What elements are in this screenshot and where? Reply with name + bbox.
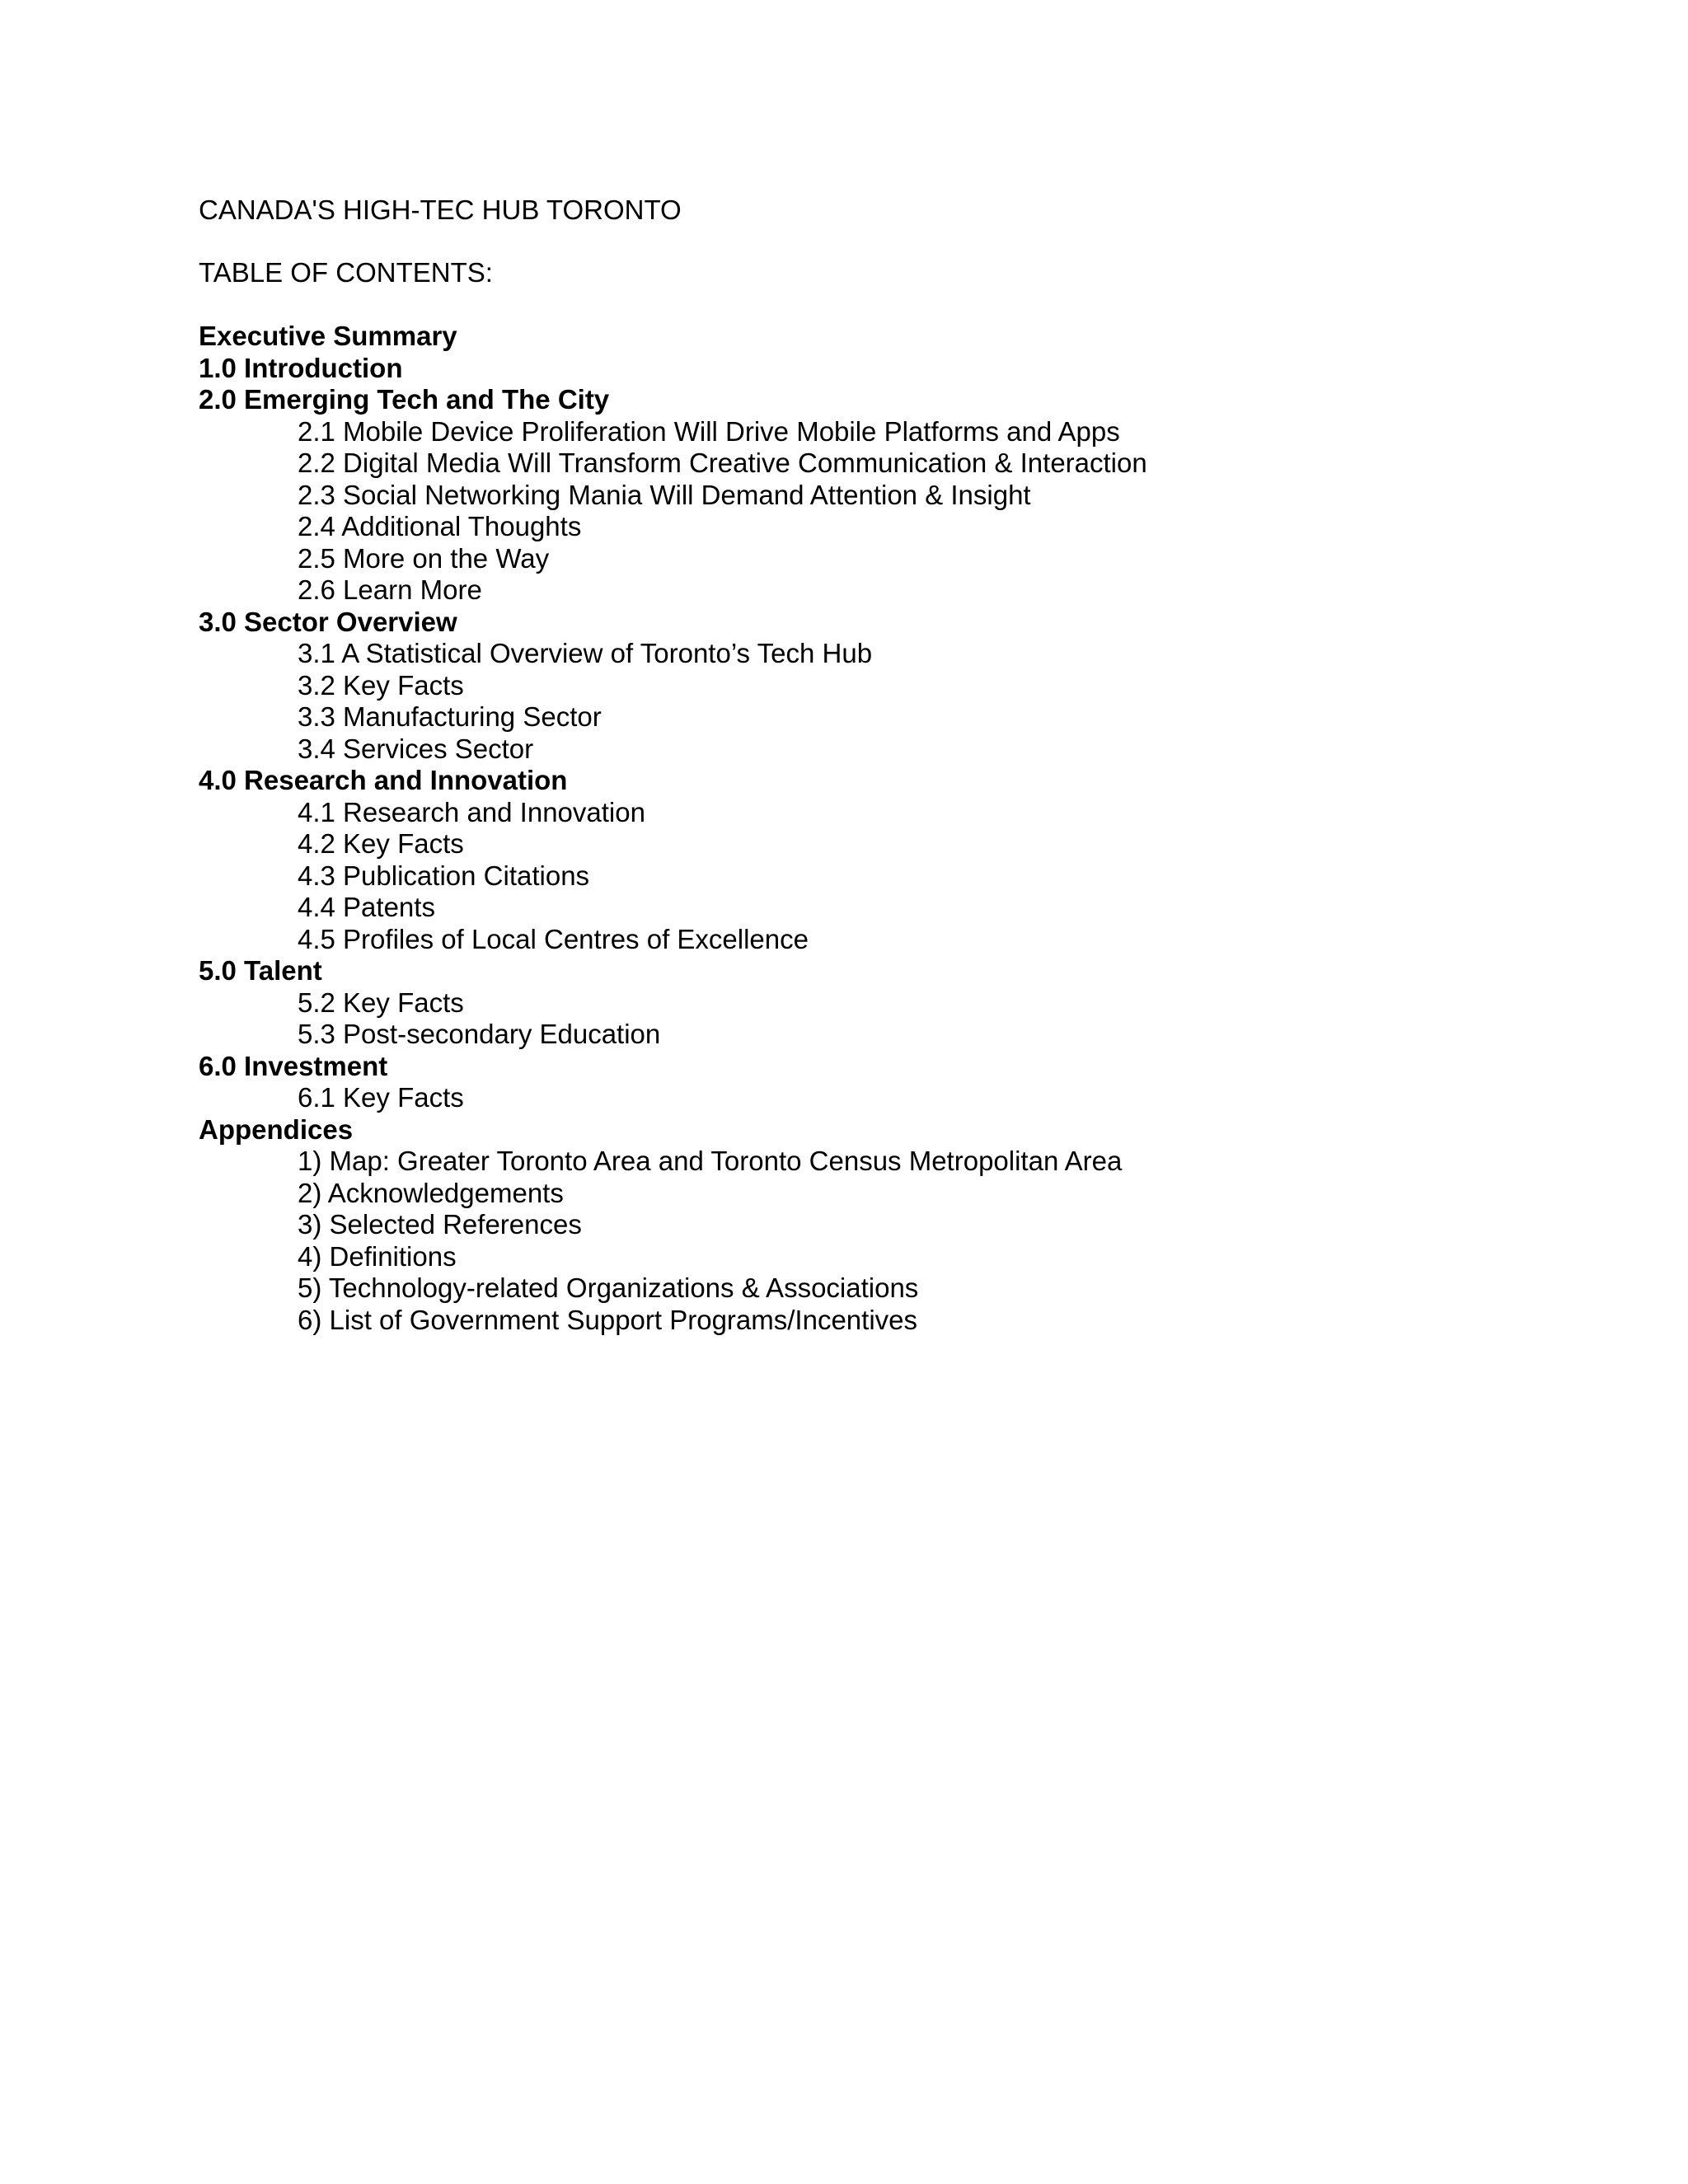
toc-subsection-entry: 4.1 Research and Innovation <box>298 796 645 827</box>
toc-section-entry: 4.0 Research and Innovation <box>199 765 568 795</box>
toc-subsection-entry: 2.3 Social Networking Mania Will Demand Attention & Insight <box>298 479 1031 510</box>
toc-subsection-entry: 5) Technology-related Organizations & Associations <box>298 1272 919 1303</box>
toc-subsection-entry: 5.2 Key Facts <box>298 987 464 1018</box>
toc-subsection-entry: 5.3 Post-secondary Education <box>298 1019 661 1049</box>
toc-subsection-entry: 4.4 Patents <box>298 892 435 922</box>
toc-subsection-entry: 4.3 Publication Citations <box>298 860 590 891</box>
toc-section-entry: Executive Summary <box>199 321 457 351</box>
toc-subsection-entry: 3) Selected References <box>298 1209 582 1240</box>
toc-subsection-entry: 3.2 Key Facts <box>298 669 464 701</box>
toc-section-entry: 1.0 Introduction <box>199 352 403 383</box>
toc-subsection-entry: 4.2 Key Facts <box>298 828 464 859</box>
toc-subsection-entry: 3.1 A Statistical Overview of Toronto’s Tech Hub <box>298 638 873 668</box>
toc-section-entry: 3.0 Sector Overview <box>199 606 457 637</box>
toc-subsection-entry: 2.5 More on the Way <box>298 542 550 574</box>
toc-subsection-entry: 6) List of Government Support Programs/Incentives <box>298 1304 918 1335</box>
toc-subsection-entry: 4) Definitions <box>298 1240 457 1272</box>
toc-section-entry: 6.0 Investment <box>199 1050 388 1081</box>
toc-subsection-entry: 1) Map: Greater Toronto Area and Toronto Census Metropolitan Area <box>298 1146 1123 1176</box>
toc-subsection-entry: 3.4 Services Sector <box>298 733 534 764</box>
toc-section-entry: 2.0 Emerging Tech and The City <box>199 384 610 415</box>
table-of-contents <box>199 321 1600 1336</box>
toc-subsection-entry: 2.1 Mobile Device Proliferation Will Drive Mobile Platforms and Apps <box>298 415 1120 447</box>
document-title: CANADA'S HIGH-TEC HUB TORONTO <box>199 194 682 225</box>
toc-heading: TABLE OF CONTENTS: <box>199 257 493 288</box>
toc-subsection-entry: 2.4 Additional Thoughts <box>298 511 582 541</box>
toc-subsection-entry: 2.6 Learn More <box>298 574 482 605</box>
toc-subsection-entry: 2) Acknowledgements <box>298 1177 564 1208</box>
toc-subsection-entry: 6.1 Key Facts <box>298 1082 464 1113</box>
toc-subsection-entry: 2.2 Digital Media Will Transform Creative Communication & Interaction <box>298 448 1147 478</box>
toc-section-entry: Appendices <box>199 1113 354 1145</box>
toc-subsection-entry: 4.5 Profiles of Local Centres of Excellence <box>298 923 809 954</box>
toc-section-entry: 5.0 Talent <box>199 955 322 986</box>
document-body <box>199 194 1600 1336</box>
toc-subsection-entry: 3.3 Manufacturing Sector <box>298 701 602 732</box>
